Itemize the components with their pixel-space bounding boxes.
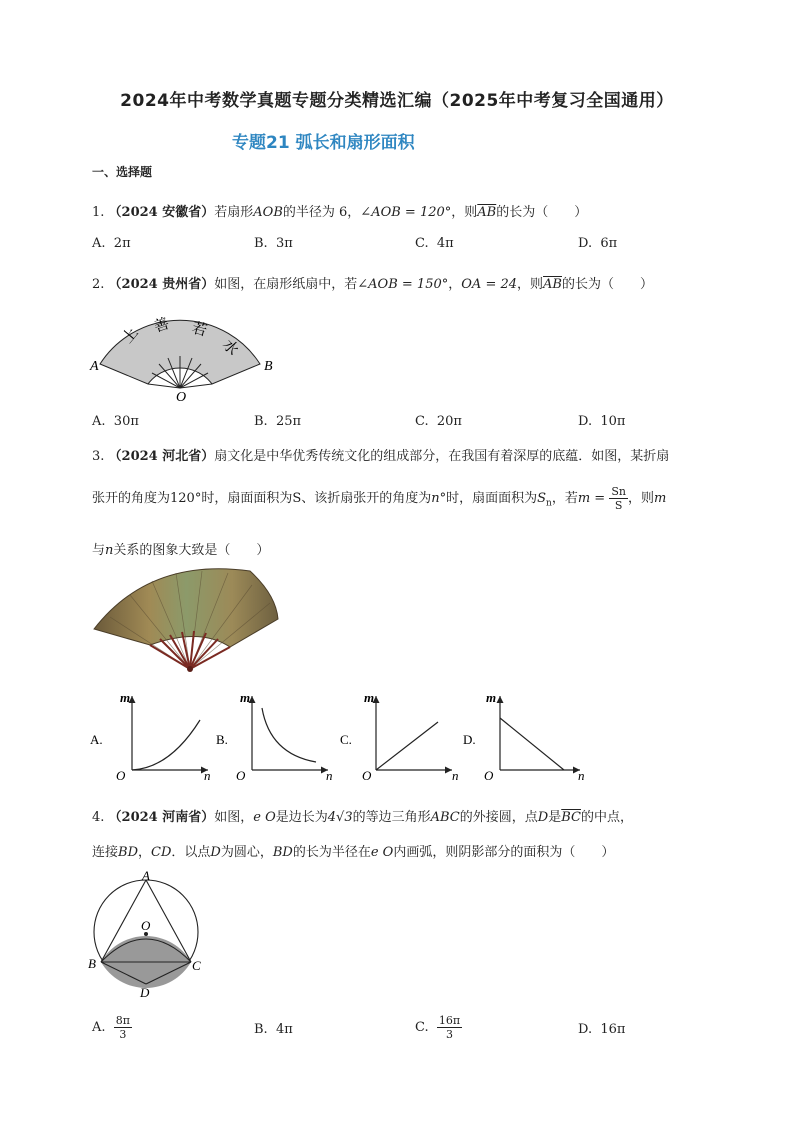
svg-text:m: m <box>364 690 375 705</box>
document-title: 2024年中考数学真题专题分类精选汇编（2025年中考复习全国通用） <box>120 91 674 111</box>
q4-line2-b: ．以点 <box>171 845 211 860</box>
fan-char-2: 善 <box>152 315 172 336</box>
point-b-label: B <box>264 359 273 374</box>
q2-option-b[interactable]: B. 25π <box>254 414 302 429</box>
q1-text-a: 若扇形 <box>214 205 254 220</box>
q2-arc: $\overline{AB}$ <box>543 277 562 292</box>
topic-subtitle: 专题21 弧长和扇形面积 <box>232 133 415 153</box>
q3-n: n <box>431 491 440 506</box>
svg-text:m: m <box>120 690 131 705</box>
q4-text-a: 如图， <box>214 810 254 825</box>
q4-option-b[interactable]: B. 4π <box>254 1022 293 1037</box>
q2-text-b: ， <box>448 277 462 292</box>
q1-option-b[interactable]: B. 3π <box>254 236 293 251</box>
section-heading: 一、选择题 <box>92 165 153 179</box>
svg-text:m: m <box>486 690 497 705</box>
q4-arc: $\overline{BC}$ <box>561 810 581 825</box>
q4-option-a[interactable]: A. $\frac{8\pi}{3}$ <box>92 1014 131 1041</box>
q1-aob: AOB <box>253 205 283 220</box>
q4-text-f: 的中点， <box>580 810 633 825</box>
svg-text:n: n <box>204 768 211 783</box>
fan-char-4: 水 <box>219 336 241 359</box>
point-a-label: A <box>142 868 150 883</box>
q1-option-d[interactable]: D. 6π <box>578 236 618 251</box>
q4-option-c[interactable]: C. $\frac{16\pi}{3}$ <box>415 1014 461 1041</box>
q2-option-c[interactable]: C. 20π <box>415 414 462 429</box>
q4-side: 4√3 <box>327 810 353 825</box>
graph-a[interactable] <box>90 690 211 783</box>
q2-angle: ∠AOB = 150° <box>357 277 449 292</box>
q1-angle: ∠AOB = 120° <box>360 205 452 220</box>
q2-fan-figure <box>88 300 288 405</box>
question-source: （2024 河北省） <box>108 449 215 464</box>
svg-text:n: n <box>452 768 459 783</box>
q1-text-b: 的半径为 6， <box>282 205 361 220</box>
q4-line2-e: 内画弧，则阴影部分的面积为（ ） <box>393 845 615 860</box>
q1-option-c[interactable]: C. 4π <box>415 236 454 251</box>
q3-fraction: $\frac{Sn}{S}$ <box>611 485 626 512</box>
graph-d[interactable] <box>463 690 585 783</box>
q3-line1: 扇文化是中华优秀传统文化的组成部分，在我国有着深厚的底蕴．如图，某折扇 <box>214 449 670 464</box>
point-o-label: O <box>176 390 187 405</box>
graph-c[interactable] <box>340 690 459 783</box>
question-3-line-2 <box>92 485 666 512</box>
q3-line2-b: °时，扇面面积为 <box>439 491 538 506</box>
q4-circle-2: e O <box>370 845 394 860</box>
question-number: 4. <box>92 810 105 825</box>
svg-text:O: O <box>116 768 126 783</box>
q1-text-c: ，则 <box>451 205 478 220</box>
q3-m: m <box>653 491 667 506</box>
q4-cd: CD <box>151 845 172 860</box>
q1-text-d: 的长为（ ） <box>496 205 588 220</box>
q4-circle-figure <box>84 866 219 1001</box>
q4-bd: BD <box>118 845 138 860</box>
q3-m-eq: m = <box>577 491 606 506</box>
svg-text:O: O <box>484 768 494 783</box>
q2-option-d[interactable]: D. 10π <box>578 414 626 429</box>
q4-text-d: 的外接圆，点 <box>459 810 538 825</box>
q3-sn-sub: n <box>546 498 552 509</box>
q2-text-a: 如图，在扇形纸扇中，若 <box>214 277 358 292</box>
q4-d-2: D <box>210 845 221 860</box>
q1-option-a[interactable]: A. 2π <box>92 236 131 251</box>
question-number: 1. <box>92 205 105 220</box>
q2-option-a[interactable]: A. 30π <box>92 414 139 429</box>
q3-line2-c: ，若 <box>551 491 578 506</box>
svg-text:B.: B. <box>216 732 228 747</box>
q1-arc: $\overline{AB}$ <box>477 205 497 220</box>
svg-text:O: O <box>362 768 372 783</box>
question-4-line-1 <box>92 806 633 825</box>
q3-graph-options <box>90 688 610 783</box>
q4-line2-c: 为圆心， <box>220 845 273 860</box>
question-3-line-3 <box>92 539 269 558</box>
fan-char-3: 若 <box>189 320 209 340</box>
q4-line2-d: 的长为半径在 <box>292 845 371 860</box>
q3-sn: S <box>537 491 547 506</box>
svg-text:A.: A. <box>90 732 103 747</box>
question-number: 3. <box>92 449 105 464</box>
question-2-stem <box>92 273 653 292</box>
point-c-label: C <box>192 958 201 973</box>
q3-line3-b: 关系的图象大致是（ ） <box>113 543 270 558</box>
q2-text-c: ，则 <box>517 277 544 292</box>
q4-text-c: 的等边三角形 <box>352 810 431 825</box>
q4-abc: ABC <box>430 810 460 825</box>
svg-text:C.: C. <box>340 732 352 747</box>
q4-bd-2: BD <box>272 845 293 860</box>
point-b-label: B <box>88 956 96 971</box>
graph-b[interactable] <box>216 690 333 783</box>
point-o-label: O <box>141 918 151 933</box>
question-source: （2024 安徽省） <box>108 205 215 220</box>
svg-text:D.: D. <box>463 732 476 747</box>
question-1-stem <box>92 201 587 220</box>
q3-line2-d: ，则 <box>627 491 654 506</box>
svg-text:n: n <box>326 768 333 783</box>
q4-line2-a: 连接 <box>92 845 119 860</box>
question-number: 2. <box>92 277 105 292</box>
svg-text:O: O <box>236 768 246 783</box>
point-a-label: A <box>90 359 99 374</box>
q4-text-b: 是边长为 <box>275 810 328 825</box>
svg-text:m: m <box>240 690 251 705</box>
q3-folding-fan-image <box>90 565 282 675</box>
point-d-label: D <box>140 985 150 1000</box>
question-source: （2024 贵州省） <box>108 277 215 292</box>
q4-text-e: 是 <box>548 810 562 825</box>
q4-option-d[interactable]: D. 16π <box>578 1022 626 1037</box>
q2-oa: OA = 24 <box>461 277 518 292</box>
question-source: （2024 河南省） <box>108 810 215 825</box>
question-4-line-2 <box>92 841 614 860</box>
q4-comma: ， <box>138 845 152 860</box>
q2-text-d: 的长为（ ） <box>561 277 653 292</box>
fan-char-1: 上 <box>119 324 142 347</box>
q4-d: D <box>537 810 549 825</box>
q3-line3-a: 与 <box>92 543 106 558</box>
q3-n-2: n <box>105 543 114 558</box>
svg-text:n: n <box>578 768 585 783</box>
question-3-line-1 <box>92 445 669 464</box>
q4-circle: e O <box>253 810 276 825</box>
q3-line2-a: 张开的角度为120°时，扇面面积为S、该折扇张开的角度为 <box>92 491 432 506</box>
